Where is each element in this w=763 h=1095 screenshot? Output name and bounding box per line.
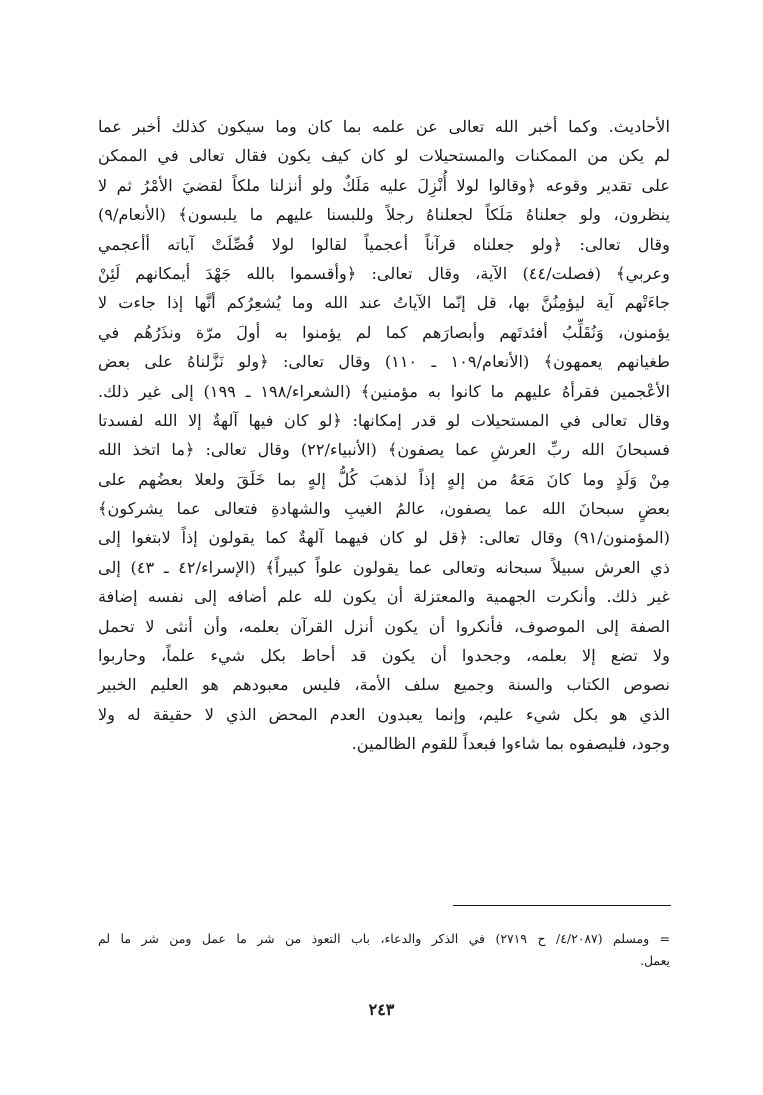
footnote-separator (453, 905, 671, 906)
text-line: الأعْجمين فقرأهُ عليهم ما كانوا به مؤمنين﴾ (الشعراء/١٩٨ ـ ١٩٩) إلى غير ذلك. (98, 381, 670, 401)
text-line: فسبحانَ الله ربِّ العرشِ عما يصفون﴾ (الأنبياء/٢٢) وقال تعالى: ﴿ما اتخذ الله (98, 440, 670, 460)
text-line: (المؤمنون/٩١) وقال تعالى: ﴿قل لو كان فيهما آلهةٌ كما يقولون إذاً لابتغوا إلى (98, 528, 670, 548)
text-line: يؤمنون، وَنُقَلِّبُ أفئدتَهم وأبصارَهم كما لم يؤمنوا به أولَ مرّة ونذَرُهُم في (98, 322, 670, 342)
text-line: الأحاديث. وكما أخبر الله تعالى عن علمه بما كان وما سيكون كذلك أخبر عما (98, 117, 670, 136)
text-line: الصفة إلى الموصوف، فأنكروا أن يكون أنزل القرآن بعلمه، وأن أنثى لا تحمل (98, 616, 670, 636)
text-line: وقال تعالى في المستحيلات لو قدر إمكانها: ﴿لو كان فيها آلهةٌ إلا الله لفسدتا (98, 410, 670, 430)
text-line: غير ذلك. وأنكرت الجهمية والمعتزلة أن يكون لله علم أضافه إلى نفسه إضافة (98, 587, 670, 607)
text-line: وقال تعالى: ﴿ولو جعلناه قرآناً أعجمياً لقالوا لولا فُصِّلَتْ آياته أأعجمي (98, 234, 670, 254)
text-line: نصوص الكتاب والسنة وجميع سلف الأمة، فليس معبودهم هو العليم الخبير (98, 675, 670, 695)
text-line: وعربي﴾ (فصلت/٤٤) الآية، وقال تعالى: ﴿وأقسموا بالله جَهْدَ أيمكانهم لَئِنْ (98, 263, 671, 283)
text-line: وجود، فليصفوه بما شاءوا فبعداً للقوم الظالمين. (351, 734, 670, 754)
text-line: جاءَتْهم آية ليؤمِنُنَّ بها، قل إنّما الآياتُ عند الله وما يُشعِرُكم أنَّها إذا جاءت لا (98, 293, 670, 313)
footnote-line: = ومسلم (٤/٢٠٨٧/ ح ٢٧١٩) في الذكر والدعاء، باب التعوذ من شر ما عمل ومن شر ما لم (98, 931, 671, 946)
text-line: ولا تضع إلا بعلمه، وجحدوا أن يكون قد أحاط بكل شيء علماً، وحاربوا (98, 646, 670, 666)
text-line: طغيانهم يعمهون﴾ (الأنعام/١٠٩ ـ ١١٠) وقال تعالى: ﴿ولو نَزَّلناهُ على بعض (98, 352, 670, 372)
text-line: الذي هو بكل شيء عليم، وإنما يعبدون العدم المحض الذي لا حقيقة له ولا (98, 704, 670, 724)
footnote-line: يعمل. (640, 953, 670, 968)
text-line: بعضٍ سبحانَ الله عما يصفون، عالمُ الغيبِ والشهادةِ فتعالى عما يشركون﴾ (98, 499, 670, 519)
text-line: ينظرون، ولو جعلناهُ مَلَكاً لجعلناهُ رجلاً وللبسنا عليهم ما يلبسون﴾ (الأنعام/٩) (98, 205, 670, 225)
text-line: على تقدير وقوعه ﴿وقالوا لولا أُنْزِلَ عليه مَلَكٌ ولو أنزلنا ملكاً لقضيَ الأمْرُ ثم لا (98, 175, 670, 195)
text-line: ذي العرش سبيلاً سبحانه وتعالى عما يقولون علواً كبيراً﴾ (الإسراء/٤٢ ـ ٤٣) إلى (98, 557, 670, 577)
text-line: مِنْ وَلَدٍ وما كانَ مَعَهُ من إلهٍ إذاً لذهبَ كُلُّ إلهٍ بما خَلَقَ ولعلا بعضُهم على (98, 469, 670, 489)
footnote (98, 928, 670, 972)
main-text-block (98, 112, 670, 759)
page-number: ٢٤٣ (368, 1000, 395, 1019)
text-line: لم يكن من الممكنات والمستحيلات لو كان كيف يكون فقال تعالى في الممكن (98, 146, 670, 166)
